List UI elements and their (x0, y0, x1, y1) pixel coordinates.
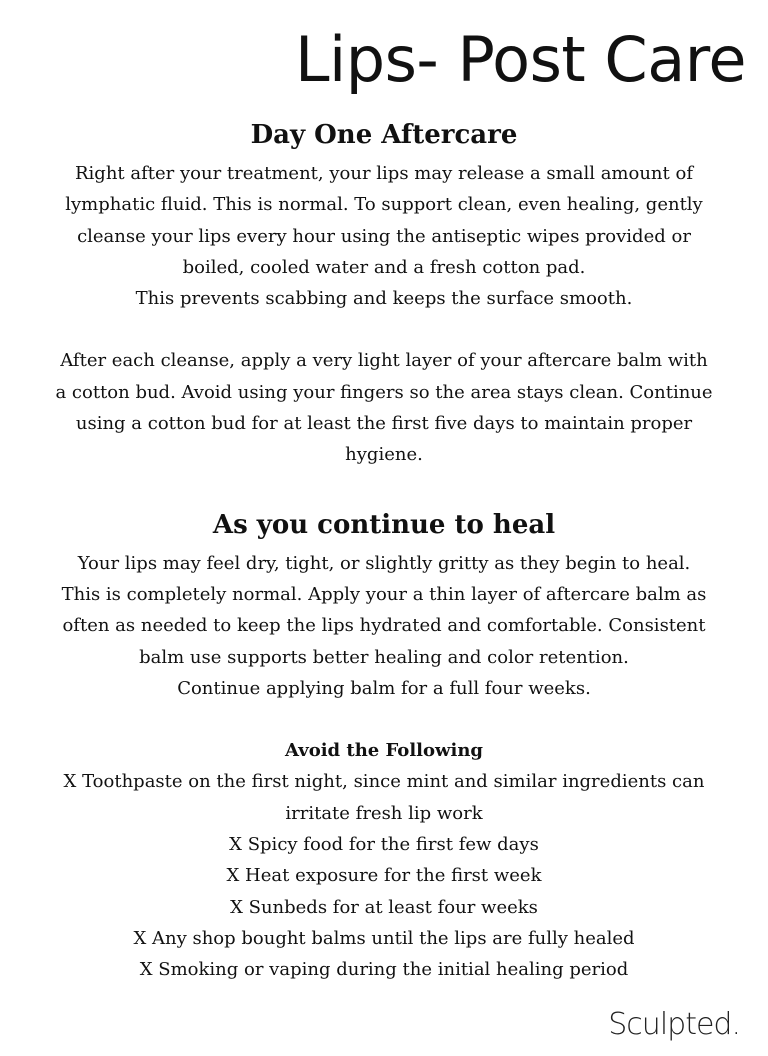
avoid-item: X Spicy food for the first few days (229, 834, 539, 856)
brand-logo: Sculpted. (608, 1007, 740, 1042)
text-line: balm use supports better healing and color retention. (139, 646, 629, 668)
spacer (20, 704, 748, 735)
text-line: boiled, cooled water and a fresh cotton pad. (182, 256, 586, 278)
avoid-item: irritate fresh lip work (285, 802, 483, 824)
text-line: After each cleanse, apply a very light layer of your aftercare balm with (60, 350, 708, 372)
continue-heal-paragraph (20, 548, 748, 704)
page-title: Lips- Post Care (295, 23, 746, 96)
text-line: hygiene. (345, 444, 423, 466)
text-line: using a cotton bud for at least the first five days to maintain proper (75, 413, 693, 435)
spacer (20, 314, 748, 345)
avoid-item: X Sunbeds for at least four weeks (230, 896, 538, 918)
text-line: Continue applying balm for a full four weeks. (177, 677, 591, 699)
text-line: This is completely normal. Apply your a thin layer of aftercare balm as (61, 583, 707, 605)
day-one-paragraph-1 (20, 158, 748, 314)
continue-heal-heading: As you continue to heal (212, 509, 556, 540)
avoid-item: X Heat exposure for the first week (226, 865, 542, 887)
text-line: cleanse your lips every hour using the antiseptic wipes provided or (77, 225, 691, 247)
text-line: This prevents scabbing and keeps the surface smooth. (135, 288, 633, 310)
day-one-heading: Day One Aftercare (250, 120, 518, 150)
avoid-item: X Any shop bought balms until the lips are fully healed (133, 927, 635, 949)
spacer (20, 471, 748, 502)
text-line: lymphatic fluid. This is normal. To support clean, even healing, gently (65, 194, 703, 216)
text-line: Your lips may feel dry, tight, or slightly gritty as they begin to heal. (77, 552, 691, 574)
avoid-list (20, 766, 748, 985)
avoid-item: X Toothpaste on the first night, since mint and similar ingredients can (63, 771, 705, 793)
text-line: Right after your treatment, your lips may release a small amount of (75, 163, 693, 184)
avoid-item: X Smoking or vaping during the initial healing period (139, 959, 629, 981)
day-one-paragraph-2 (20, 345, 748, 470)
avoid-heading: Avoid the Following (285, 740, 483, 762)
text-line: often as needed to keep the lips hydrated and comfortable. Consistent (62, 615, 706, 637)
text-line: a cotton bud. Avoid using your fingers so the area stays clean. Continue (55, 381, 713, 403)
main-content (20, 112, 748, 986)
